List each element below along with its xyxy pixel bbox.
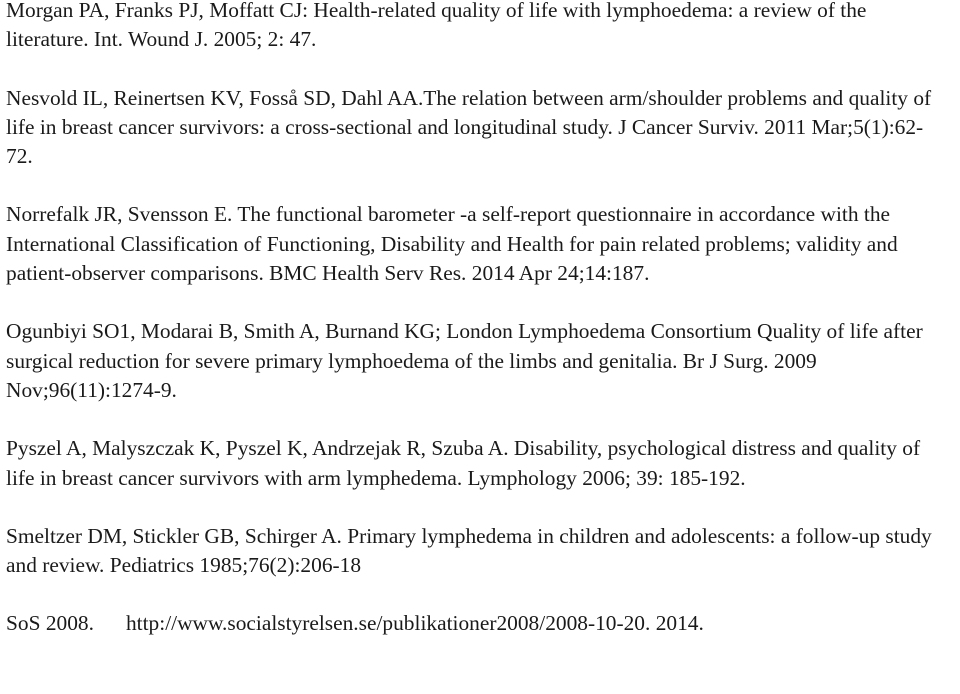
reference-nesvold: Nesvold IL, Reinertsen KV, Fosså SD, Dahl AA.The relation between arm/shoulder problems and quality of life in breast cancer survivors: a cross-sectional and longitudinal study. J Cancer Surviv. 2011 Mar;5(1):62-72. <box>6 85 932 169</box>
reference-smeltzer: Smeltzer DM, Stickler GB, Schirger A. Primary lymphedema in children and adolescents: a follow-up study and review. Pediatrics 1985;76(2):206-18 <box>6 523 932 578</box>
reference-sos-source: SoS 2008. <box>6 611 94 636</box>
reference-sos <box>6 609 946 638</box>
reference-sos-link[interactable]: http://www.socialstyrelsen.se/publikationer2008/2008-10-20. 2014. <box>125 611 704 636</box>
reference-ogunbiyi: Ogunbiyi SO1, Modarai B, Smith A, Burnand KG; London Lymphoedema Consortium Quality of life after surgical reduction for severe primary lymphoedema of the limbs and genitalia. Br J Surg. 2009 Nov;96(11):1274-9. <box>6 319 923 402</box>
reference-pyszel: Pyszel A, Malyszczak K, Pyszel K, Andrzejak R, Szuba A. Disability, psychological distress and quality of life in breast cancer survivors with arm lymphedema. Lymphology 2006; 39: 185-192. <box>6 436 921 490</box>
reference-morgan: Morgan PA, Franks PJ, Moffatt CJ: Health-related quality of life with lymphoedema: a review of the literature. Int. Wound J. 2005; 2: 47. <box>6 0 867 52</box>
reference-norrefalk: Norrefalk JR, Svensson E. The functional barometer -a self-report questionnaire in accordance with the International Classification of Functioning, Disability and Health for pain related problems; validity and patient-observer comparisons. BMC Health Serv Res. 2014 Apr 24;14:187. <box>6 202 898 286</box>
